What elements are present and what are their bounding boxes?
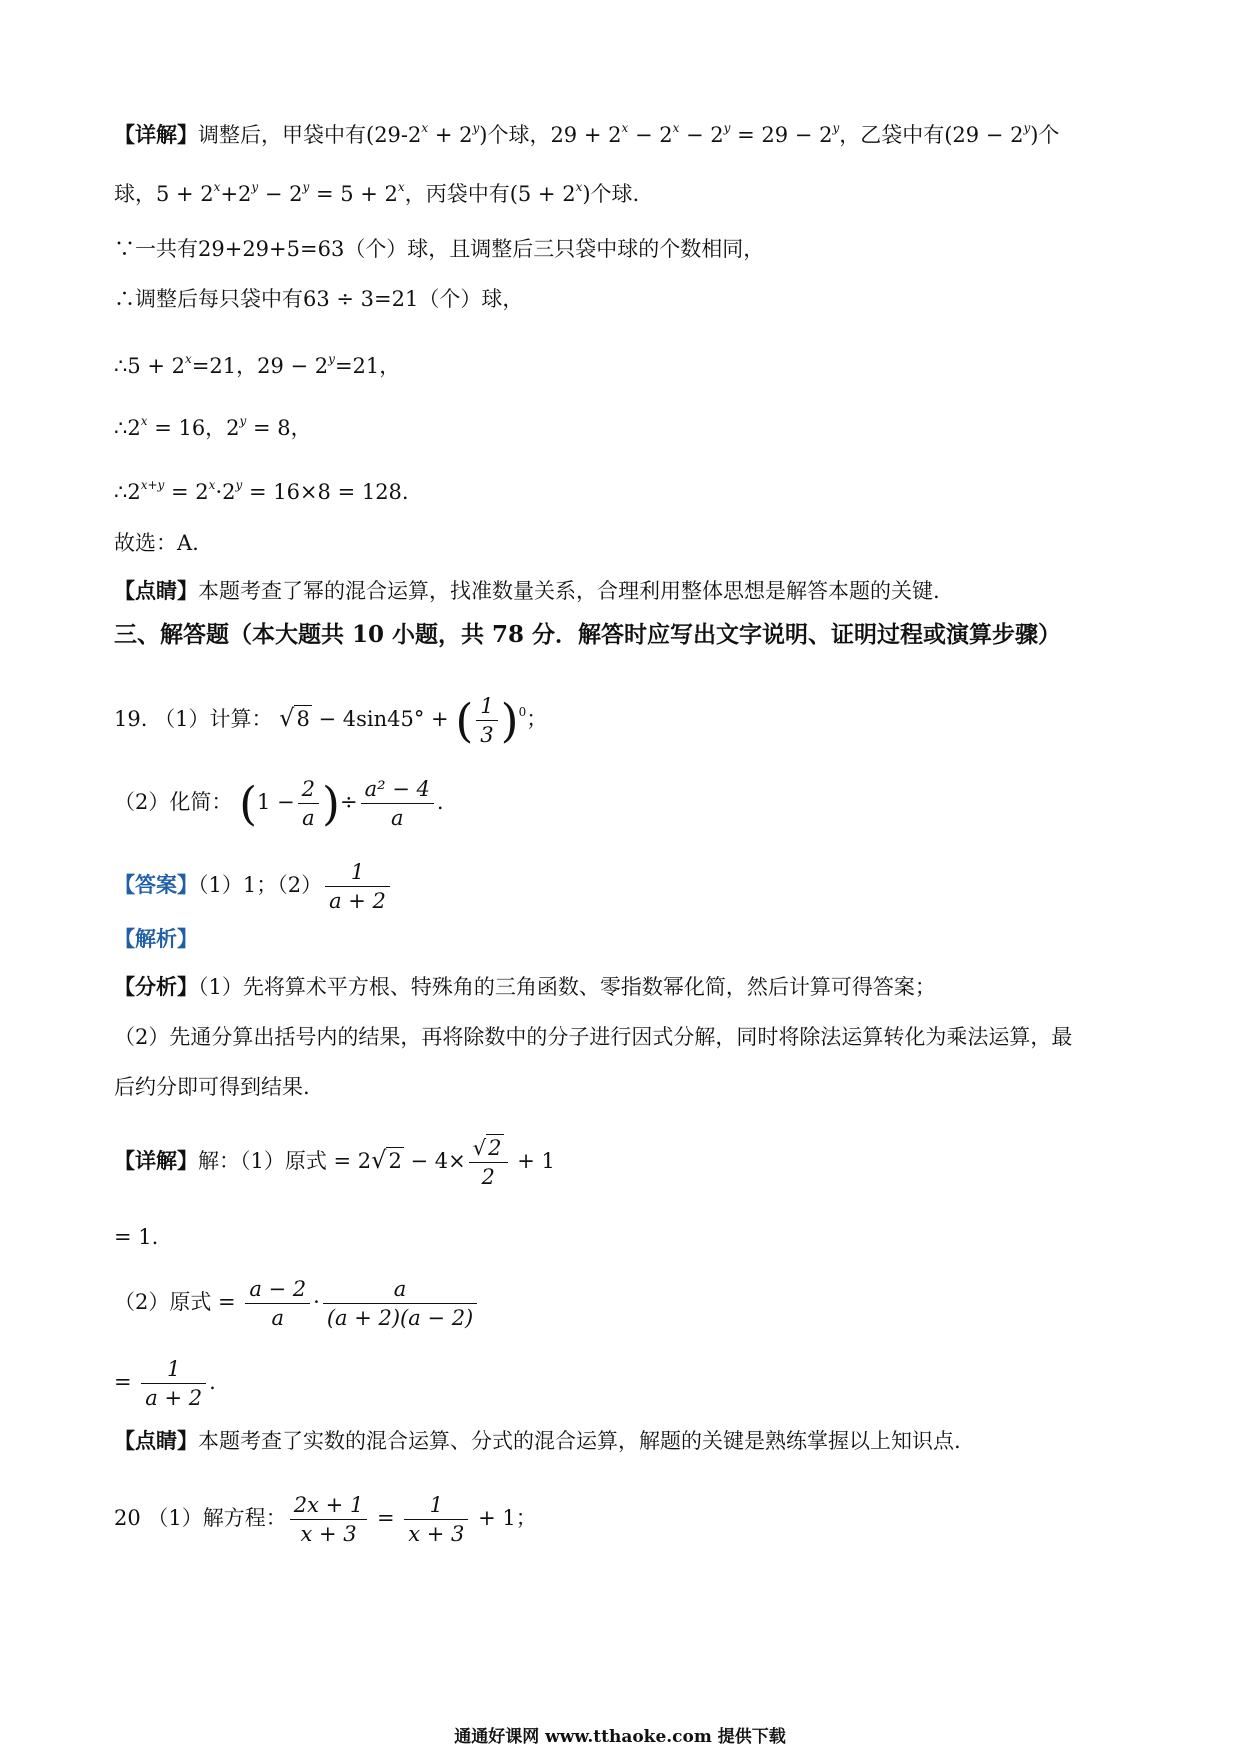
fraction: $\frac{1}{x + 3}$ <box>404 1491 468 1548</box>
section-tag: 【点睛】 <box>114 1428 198 1453</box>
fenxi-line-3: 后约分即可得到结果. <box>114 1075 310 1099</box>
detail-line-3: ∵一共有29+29+5=63（个）球，且调整后三只袋中球的个数相同， <box>114 237 765 261</box>
section-tag: 【分析】 <box>114 974 198 999</box>
fraction: $\frac{a - 2}{a}$ <box>245 1275 310 1332</box>
choice-line: 故选：A. <box>114 531 199 555</box>
detail-19-4: = $\frac{1}{a + 2}$ . <box>114 1357 216 1410</box>
fraction: $\frac{√2}{2}$ <box>469 1134 508 1191</box>
sqrt-sign: √ <box>371 1146 387 1174</box>
fraction: $\frac{1}{a + 2}$ <box>141 1355 206 1412</box>
detail-line-4: ∴调整后每只袋中有63 ÷ 3=21（个）球， <box>114 287 524 311</box>
analysis-tag-line <box>114 924 198 954</box>
detail-line-1: 【详解】调整后，甲袋中有$(29-2^x + 2^y)$个球，$29 + 2^x - 2^x - 2^y = 29 - 2^y$，乙袋中有$(29 - 2^y)$个 <box>114 121 1060 147</box>
question-number: 20 <box>114 1506 141 1530</box>
answer-line: 【答案】（1）1；（2） $\frac{1}{a + 2}$ <box>114 855 393 915</box>
question-19-part-2: （2）化简： (1 − $\frac{2}{a}$ )÷ $\frac{\text{a² − 4}}{a}$ . <box>114 776 444 831</box>
section-tag: 【详解】 <box>114 1148 198 1173</box>
question-20-part-1: 20 （1）解方程： $\frac{2x + 1}{x + 3}$ = $\frac{1}{x + 3}$ + 1； <box>114 1493 537 1546</box>
fraction: $\frac{\text{a² − 4}}{a}$ <box>361 775 434 832</box>
question-19-part-1: 19. （1）计算： √8 − 4sin45° + ( $\frac{1}{3}$ )$^0$； <box>114 693 548 748</box>
question-number: 19. <box>114 707 148 731</box>
section-tag: 【详解】 <box>114 122 198 147</box>
analysis-tag: 【解析】 <box>114 926 198 951</box>
fraction: $\frac{2}{a}$ <box>298 775 319 832</box>
fraction: $\frac{a}{(a + 2)(a - 2)}$ <box>323 1275 477 1332</box>
detail-line-6: $\therefore 2^x = 16$，$2^y = 8$， <box>114 414 312 440</box>
detail-19-1: 【详解】解：（1）原式 = 2√2 − 4× $\frac{√2}{2}$ + 1 <box>114 1136 555 1189</box>
dianjing-1: 【点睛】本题考查了幂的混合运算，找准数量关系，合理利用整体思想是解答本题的关键. <box>114 578 940 603</box>
fenxi-line-1: 【分析】（1）先将算术平方根、特殊角的三角函数、零指数幂化简，然后计算可得答案； <box>114 974 936 999</box>
detail-line-7: $\therefore 2^{x+y} = 2^x\cdot 2^y = 16\times 8 = 128$. <box>114 478 409 504</box>
section-tag: 【点睛】 <box>114 578 198 603</box>
detail-line-5: ∴5 + $2^x=21$，$29 - 2^y=21$， <box>114 352 401 378</box>
detail-19-3: （2）原式 = $\frac{a - 2}{a}$ · $\frac{a}{(a + 2)(a - 2)}$ <box>114 1272 480 1332</box>
dianjing-2: 【点睛】本题考查了实数的混合运算、分式的混合运算，解题的关键是熟练掌握以上知识点. <box>114 1428 961 1453</box>
footer-watermark: 通通好课网 www.tthaoke.com 提供下载 <box>454 1727 786 1747</box>
detail-19-2: = 1. <box>114 1225 159 1249</box>
sqrt-sign: √ <box>279 704 295 732</box>
detail-line-2: 球，$5 + 2^x+2^y - 2^y = 5 + 2^x$，丙袋中有$(5 + 2^x)$个球. <box>114 180 640 206</box>
section-heading: 三、解答题（本大题共 10 小题，共 78 分．解答时应写出文字说明、证明过程或演算步骤） <box>114 621 1062 648</box>
fenxi-line-2: （2）先通分算出括号内的结果，再将除数中的分子进行因式分解，同时将除法运算转化为乘法运算，最 <box>114 1025 1073 1049</box>
answer-tag: 【答案】 <box>114 872 198 897</box>
fraction: $\frac{2x + 1}{x + 3}$ <box>290 1491 368 1548</box>
fraction: $\frac{1}{a + 2}$ <box>325 858 390 915</box>
fraction: $\frac{1}{3}$ <box>476 692 497 749</box>
